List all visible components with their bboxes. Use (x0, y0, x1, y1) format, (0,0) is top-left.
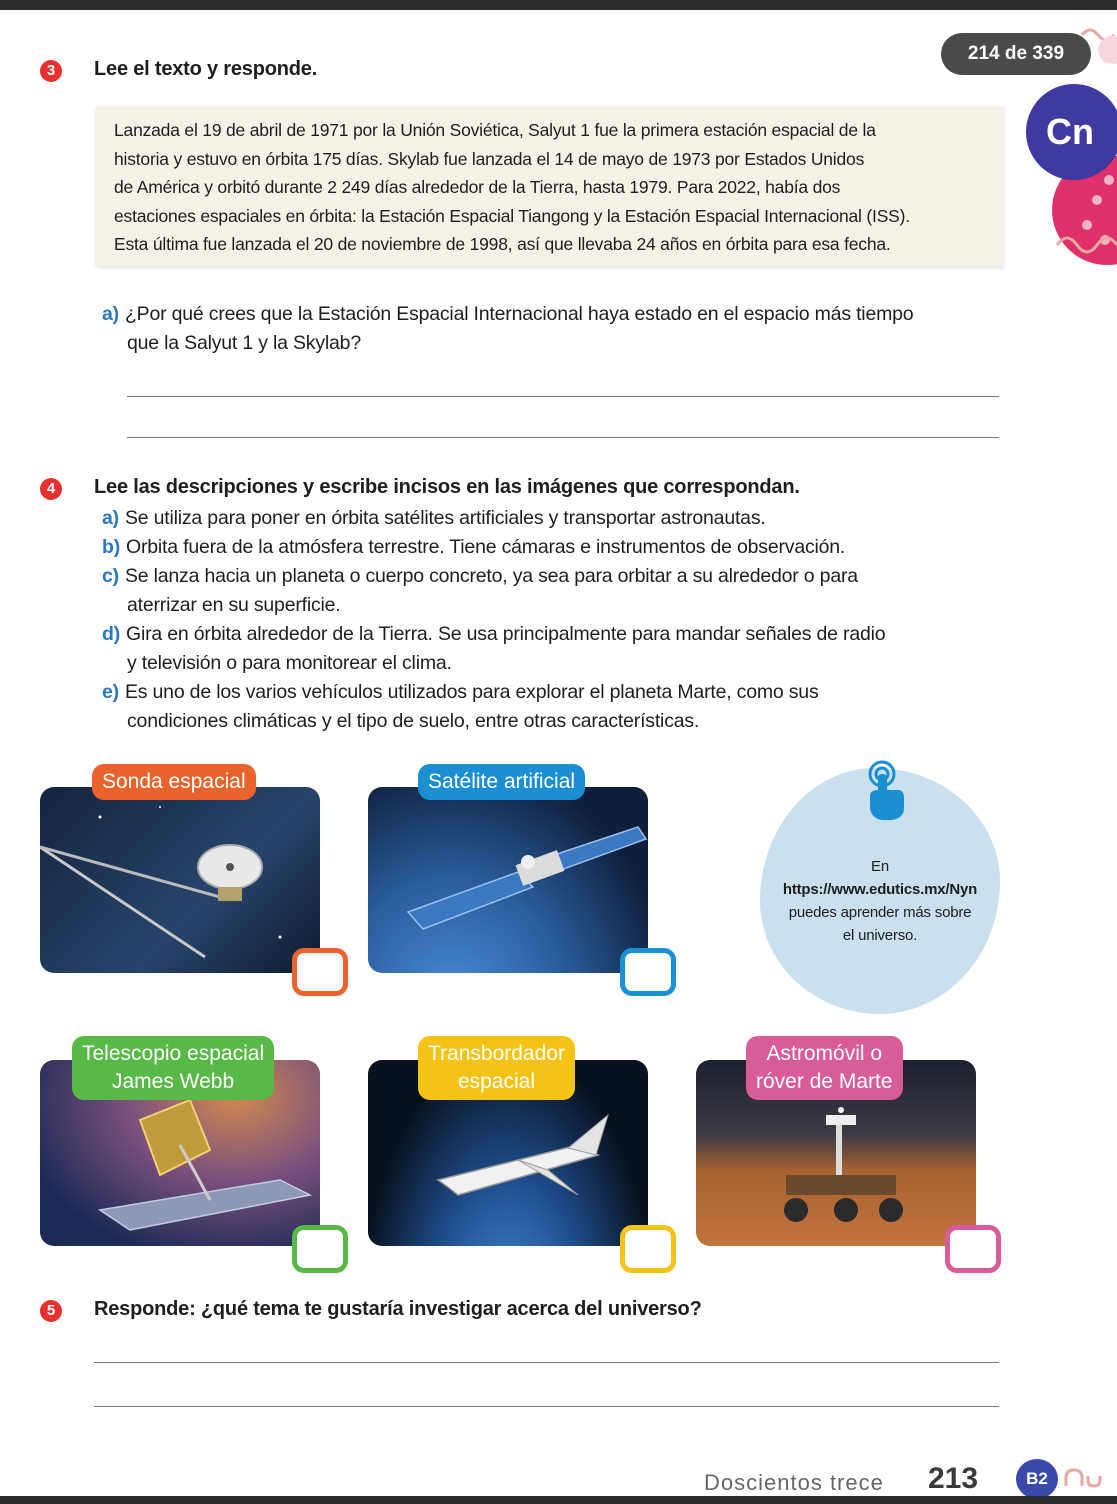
description-item (102, 562, 858, 591)
item-text-continued: y televisión o para monitorear el clima. (127, 652, 452, 674)
card-label-line: espacial (457, 1070, 536, 1093)
item-text: Gira en órbita alrededor de la Tierra. Se usa principalmente para mandar señales de radio (126, 623, 886, 645)
satellite-illustration (368, 787, 648, 973)
description-item (102, 620, 885, 649)
card-label-line: róver de Marte (756, 1070, 893, 1093)
reading-line: historia y estuvo en órbita 175 días. Skylab fue lanzada el 14 de mayo de 1973 por Estados Unidos (114, 148, 865, 169)
card-label-line: Transbordador (428, 1042, 565, 1065)
item-text: Se lanza hacia un planeta o cuerpo concreto, ya sea para orbitar a su alrededor o para (124, 565, 858, 587)
card-label-rover (746, 1036, 903, 1100)
exercise-instruction: Lee las descripciones y escribe incisos en las imágenes que correspondan. (94, 476, 800, 498)
card-label-sonda: Sonda espacial (92, 764, 256, 800)
answer-box-satelite[interactable] (620, 948, 676, 996)
answer-line[interactable] (94, 1362, 999, 1363)
reading-line: estaciones espaciales en órbita: la Estación Espacial Tiangong y la Estación Espacial Internacional (ISS). (114, 205, 910, 226)
answer-box-rover[interactable] (945, 1225, 1001, 1273)
item-letter: d) (102, 623, 121, 645)
card-label-satelite: Satélite artificial (418, 764, 585, 800)
space-probe-image (40, 787, 320, 973)
item-text: Orbita fuera de la atmósfera terrestre. Tiene cámaras e instrumentos de observación. (126, 536, 846, 558)
item-text: Es uno de los varios vehículos utilizados para explorar el planeta Marte, como sus (124, 681, 819, 703)
info-line: puedes aprender más sobre (788, 904, 972, 921)
answer-box-webb[interactable] (292, 1225, 348, 1273)
question-a (102, 300, 913, 329)
item-text: Se utiliza para poner en órbita satélites artificiales y transportar astronautas. (124, 507, 766, 529)
item-text-continued: aterrizar en su superficie. (127, 594, 341, 616)
hand-pointer-icon (858, 760, 906, 822)
description-item (102, 504, 766, 533)
info-text (770, 855, 990, 947)
answer-line[interactable] (127, 437, 999, 438)
subject-badge: Cn (1026, 84, 1117, 180)
card-label-line: Astromóvil o (766, 1042, 883, 1065)
reading-line: de América y orbitó durante 2 249 días alrededor de la Tierra, hasta 1979. Para 2022, había dos (114, 177, 841, 197)
exercise-instruction: Lee el texto y responde. (94, 58, 318, 80)
card-label-line: James Webb (111, 1070, 235, 1093)
space-probe-illustration (40, 787, 320, 973)
info-line: el universo. (842, 927, 918, 944)
exercise-number: 3 (40, 60, 62, 82)
item-letter: e) (102, 681, 119, 703)
answer-line[interactable] (94, 1406, 999, 1407)
description-item (102, 678, 819, 707)
exercise-instruction: Responde: ¿qué tema te gustaría investigar acerca del universo? (94, 1298, 702, 1320)
page-counter: 214 de 339 (941, 33, 1091, 75)
decorative-wave-icon (1064, 1466, 1108, 1490)
reading-text-box (96, 106, 1004, 266)
question-a-continued: que la Salyut 1 y la Skylab? (127, 332, 361, 354)
card-label-line: Telescopio espacial (82, 1042, 265, 1065)
exercise-number: 5 (40, 1300, 62, 1322)
card-label-webb (72, 1036, 274, 1100)
page-number: 213 (928, 1462, 979, 1495)
page-number-words: Doscientos trece (704, 1470, 884, 1495)
card-label-transbordador (418, 1036, 575, 1100)
answer-line[interactable] (127, 396, 999, 397)
question-text: ¿Por qué crees que la Estación Espacial Internacional haya estado en el espacio más tiempo (124, 303, 914, 325)
satellite-image (368, 787, 648, 973)
answer-box-sonda[interactable] (292, 948, 348, 996)
item-text-continued: condiciones climáticas y el tipo de suelo, entre otras características. (127, 710, 700, 732)
reading-line: Lanzada el 19 de abril de 1971 por la Unión Soviética, Salyut 1 fue la primera estación espacial de la (114, 120, 876, 140)
top-bar (0, 0, 1117, 10)
question-letter: a) (102, 303, 119, 325)
reading-line: Esta última fue lanzada el 20 de noviembre de 1998, así que llevaba 24 años en órbita para esa fecha. (114, 234, 891, 254)
item-letter: a) (102, 507, 119, 529)
answer-box-transbordador[interactable] (620, 1225, 676, 1273)
item-letter: b) (102, 536, 121, 558)
exercise-number: 4 (40, 478, 62, 500)
bottom-bar (0, 1496, 1117, 1504)
item-letter: c) (102, 565, 119, 587)
description-item (102, 533, 845, 562)
info-url-link[interactable]: https://www.edutics.mx/Nyn (782, 881, 978, 898)
block-badge: B2 (1016, 1459, 1058, 1499)
info-line: En (871, 858, 889, 875)
